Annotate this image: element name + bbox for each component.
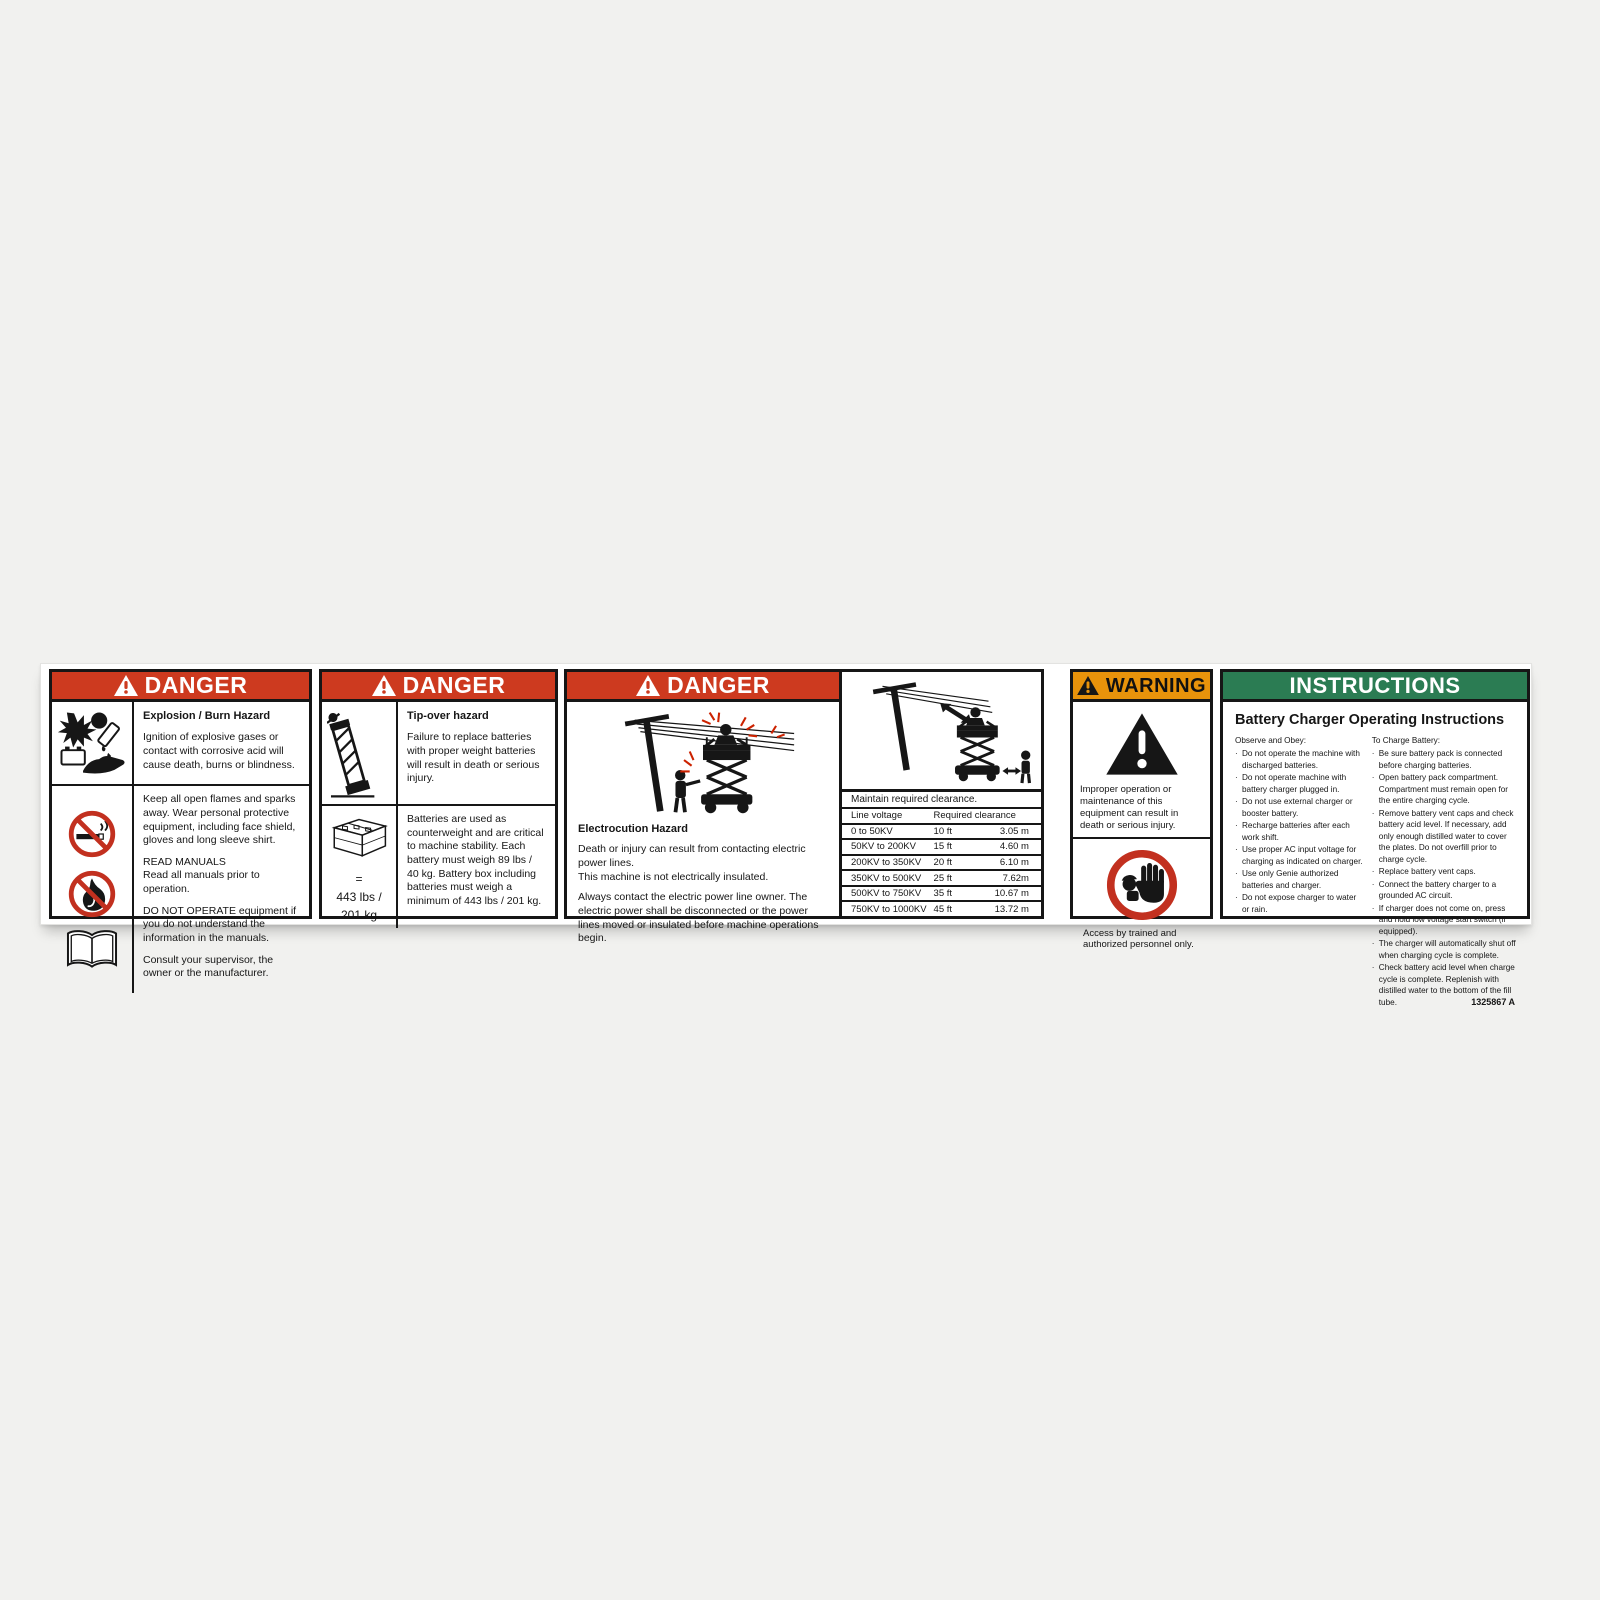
panel-warning bbox=[1070, 669, 1213, 951]
clearance-caption: Maintain required clearance. bbox=[842, 792, 1041, 809]
safety-decal-sheet bbox=[40, 663, 1532, 1008]
danger-header-label: DANGER bbox=[667, 672, 770, 698]
voltage-cell: 200KV to 350KV bbox=[851, 857, 922, 869]
list-item: · Do not use external charger or booster battery. bbox=[1235, 796, 1364, 819]
col-line-voltage: Line voltage bbox=[851, 810, 903, 822]
feet-cell: 45 ft bbox=[933, 903, 953, 915]
danger-header bbox=[322, 672, 555, 702]
list-item: · Use only Genie authorized batteries and charger. bbox=[1235, 868, 1364, 891]
meters-cell: 6.10 m bbox=[999, 857, 1029, 869]
feet-cell: 25 ft bbox=[933, 872, 953, 884]
feet-cell: 20 ft bbox=[933, 857, 953, 869]
list-item: · Do not expose charger to water or rain. bbox=[1235, 892, 1364, 915]
to-charge-battery-column bbox=[1372, 735, 1517, 1009]
meters-cell: 10.67 m bbox=[994, 888, 1029, 900]
hazard-text: Failure to replace batteries with proper weight batteries will result in death or serious injury. bbox=[407, 731, 540, 785]
feet-cell: 10 ft bbox=[933, 825, 953, 837]
electrocution-text bbox=[567, 820, 839, 955]
table-row bbox=[842, 825, 1041, 841]
panel-danger-electrocution bbox=[564, 669, 1044, 945]
clearance-table bbox=[842, 809, 1041, 916]
battery-weight-caption bbox=[336, 870, 381, 924]
clearance-scene-icon bbox=[842, 672, 1041, 792]
paragraph: Consult your supervisor, the owner or the manufacturer. bbox=[143, 953, 274, 980]
no-access-icon bbox=[1104, 847, 1180, 923]
feet-cell: 35 ft bbox=[933, 888, 953, 900]
list-item: · If charger does not come on, press and hold low voltage start switch (if equipped). bbox=[1372, 903, 1517, 937]
paragraph: Batteries are used as counterweight and are critical to machine stability. Each battery must weigh 89 lbs / 40 kg. Battery box including batteries must weigh a minimum of 443 lbs / 201 kg. bbox=[407, 813, 544, 907]
table-row bbox=[842, 871, 1041, 887]
explosion-acid-icon bbox=[52, 702, 134, 786]
prohibition-icons bbox=[52, 786, 134, 993]
list-item: · The charger will automatically shut off when charging cycle is complete. bbox=[1372, 938, 1517, 961]
warning-header bbox=[1073, 672, 1210, 702]
instructions-header bbox=[1223, 672, 1527, 702]
safety-alert-icon bbox=[636, 675, 660, 696]
list-item: · Remove battery vent caps and check battery acid level. If necessary, add only enough distilled water to cover the plates. Do not overfill prior to charge cycle. bbox=[1372, 808, 1517, 865]
list-item: · Do not operate the machine with discharged batteries. bbox=[1235, 748, 1364, 771]
explosion-instructions-text bbox=[134, 786, 309, 993]
panel-danger-explosion bbox=[49, 669, 312, 980]
paragraph: DO NOT OPERATE equipment if you do not understand the information in the manuals. bbox=[143, 904, 297, 944]
paragraph: Always contact the electric power line owner. The electric power shall be disconnected or the power lines moved or insulated before machine operations begin. bbox=[578, 891, 819, 945]
table-row bbox=[842, 887, 1041, 903]
table-row bbox=[842, 902, 1041, 916]
voltage-cell: 500KV to 750KV bbox=[851, 888, 922, 900]
clearance-table-header bbox=[842, 809, 1041, 825]
meters-cell: 7.62m bbox=[1002, 872, 1029, 884]
paragraph: Keep all open flames and sparks away. Wear personal protective equipment, including face shield, gloves and long sleeve shirt. bbox=[143, 793, 296, 847]
voltage-cell: 50KV to 200KV bbox=[851, 841, 916, 853]
warning-header-label: WARNING bbox=[1105, 674, 1207, 697]
column-heading: Observe and Obey: bbox=[1235, 736, 1306, 745]
paragraph: Death or injury can result from contacting electric power lines. bbox=[578, 843, 806, 869]
instructions-header-label: INSTRUCTIONS bbox=[1289, 672, 1461, 698]
instructions-title: Battery Charger Operating Instructions bbox=[1235, 712, 1505, 728]
explosion-hazard-text bbox=[134, 702, 309, 786]
meters-cell: 13.72 m bbox=[994, 903, 1029, 915]
part-number: 1325867 A bbox=[1471, 997, 1515, 1008]
paragraph: READ MANUALS bbox=[143, 855, 226, 868]
column-heading: To Charge Battery: bbox=[1371, 736, 1441, 745]
paragraph: Read all manuals prior to operation. bbox=[143, 869, 260, 896]
paragraph: This machine is not electrically insulated. bbox=[578, 870, 769, 883]
feet-cell: 15 ft bbox=[933, 841, 953, 853]
panel-instructions bbox=[1220, 669, 1530, 1008]
hazard-text: Ignition of explosive gases or contact with corrosive acid will cause death, burns or blindness. bbox=[143, 731, 295, 771]
weight-equals: = bbox=[355, 872, 363, 886]
meters-cell: 3.05 m bbox=[999, 825, 1029, 837]
weight-kg: 201 kg bbox=[340, 908, 378, 922]
hazard-title: Tip-over hazard bbox=[407, 710, 489, 722]
safety-alert-icon bbox=[1077, 676, 1099, 695]
divider bbox=[1073, 837, 1210, 839]
danger-header bbox=[567, 672, 839, 702]
no-open-flame-icon bbox=[66, 868, 118, 920]
tipover-hazard-text bbox=[398, 702, 555, 806]
danger-header-label: DANGER bbox=[402, 672, 506, 698]
table-row bbox=[842, 856, 1041, 872]
list-item: · Be sure battery pack is connected before charging batteries. bbox=[1372, 748, 1517, 771]
warning-access-text: Access by trained and authorized personnel only. bbox=[1083, 927, 1194, 951]
hazard-title: Electrocution Hazard bbox=[578, 823, 689, 835]
read-manual-icon bbox=[63, 928, 121, 972]
safety-alert-icon bbox=[372, 675, 396, 696]
list-item: · Recharge batteries after each work shift. bbox=[1235, 820, 1364, 843]
tipover-icon bbox=[322, 702, 398, 806]
list-item: · Do not operate machine with battery charger plugged in. bbox=[1235, 772, 1364, 795]
meters-cell: 4.60 m bbox=[999, 841, 1029, 853]
list-item: · Check battery acid level when charge cycle is complete. Replenish with distilled water to the bottom of the fill tube. bbox=[1372, 962, 1517, 1008]
hazard-title: Explosion / Burn Hazard bbox=[143, 710, 271, 722]
table-row bbox=[842, 840, 1041, 856]
safety-alert-icon bbox=[114, 675, 138, 696]
list-item: · Use proper AC input voltage for charging as indicated on charger. bbox=[1235, 844, 1364, 867]
weight-lbs: 443 lbs / bbox=[336, 890, 382, 904]
observe-and-obey-column bbox=[1235, 735, 1364, 1009]
no-smoking-icon bbox=[66, 808, 118, 860]
voltage-cell: 750KV to 1000KV bbox=[851, 903, 927, 915]
list-item: · Open battery pack compartment. Compartment must remain open for the entire charging cycle. bbox=[1372, 772, 1517, 806]
panel-danger-tipover bbox=[319, 669, 558, 922]
exclamation-triangle-icon bbox=[1103, 710, 1181, 778]
col-required-clearance: Required clearance bbox=[933, 810, 1016, 822]
list-item: · Connect the battery charger to a grounded AC circuit. bbox=[1372, 879, 1517, 902]
list-item: · Replace battery vent caps. bbox=[1372, 866, 1517, 877]
voltage-cell: 350KV to 500KV bbox=[851, 872, 922, 884]
danger-header bbox=[52, 672, 309, 702]
electrocution-scene-icon bbox=[567, 702, 839, 820]
tipover-instructions-text bbox=[398, 806, 555, 928]
voltage-cell: 0 to 50KV bbox=[851, 825, 893, 837]
warning-text: Improper operation or maintenance of this equipment can result in death or serious injury. bbox=[1080, 784, 1179, 831]
danger-header-label: DANGER bbox=[144, 672, 248, 698]
battery-box-icon bbox=[322, 806, 398, 928]
